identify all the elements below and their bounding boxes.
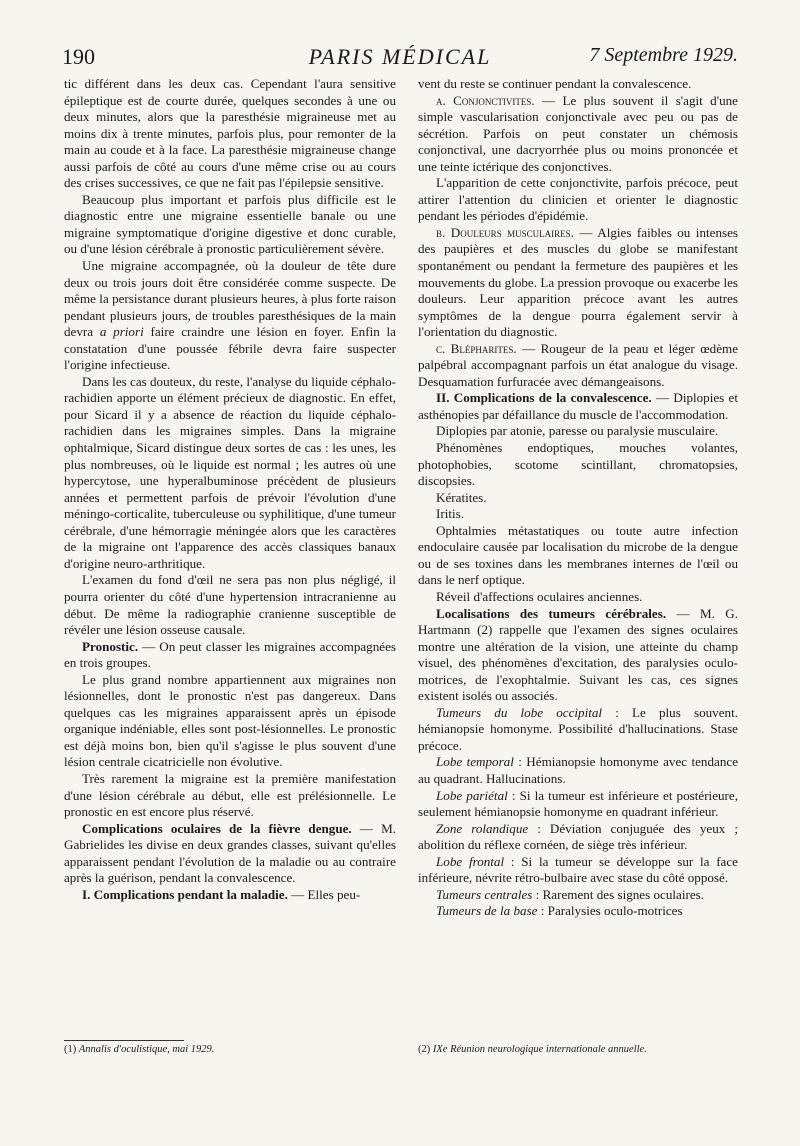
subsection-heading: Tumeurs du lobe occipital: [436, 704, 603, 720]
paragraph: tic différent dans les deux cas. Cependant l'aura sensitive épileptique est de courte durée, quelques secondes à une ou deux minutes, alors que la paresthésie migraineuse met au moins dix à trente minutes, parfois plus, pour remonter de la main au coude et à la face. La paresthésie migraineuse change aussi parfois de côté au cours d'une même crise ou au cours des crises successives, ce que ne fait pas l'épilepsie sensitive.: [64, 76, 396, 191]
paragraph: Complications oculaires de la fièvre dengue. — M. Gabrielides les divise en deux grandes classes, suivant qu'elles apparaissent pendant l'évolution de la maladie ou au contraire après la guérison, pendant la convalescence.: [64, 820, 397, 886]
paragraph: Lobe temporal : Hémianopsie homonyme avec tendance au quadrant. Hallucinations.: [418, 754, 739, 786]
paragraph: Beaucoup plus important et parfois plus difficile est le diagnostic entre une migraine essentielle banale ou une migraine symptomatique d'origine digestive et donc curable, ou d'une lésion cérébrale à pronostic particulièrement sévère.: [64, 191, 396, 257]
issue-date: 7 Septembre 1929.: [589, 44, 738, 66]
paragraph: Réveil d'affections oculaires anciennes.: [436, 588, 643, 604]
footnote-rule: [64, 1040, 184, 1041]
section-heading: Localisations des tumeurs cérébrales.: [436, 605, 667, 621]
paragraph: Zone rolandique : Déviation conjuguée des yeux ; abolition du réflexe cornéen, de siège très inférieur.: [418, 820, 738, 853]
paragraph: Kératites.: [436, 489, 487, 505]
paragraph: L'examen du fond d'œil ne sera pas non plus négligé, il pourra orienter du côté d'une hypertension intracranienne au début. De même la radiographie cranienne susceptible de révéler une lésion osseuse causale.: [64, 572, 396, 638]
right-column: [418, 76, 738, 920]
paragraph: Le plus grand nombre appartiennent aux migraines non lésionnelles, dont le pronostic n'est pas dangereux. Dans quelques cas les migraines apparaissent après un épisode organique indéniable, elles sont post-lésionnelles. Le pronostic est déjà moins bon, bien qu'il s'agisse le plus souvent d'une lésion centrale cicatricielle non évolutive.: [64, 671, 396, 770]
paragraph: L'apparition de cette conjonctivite, parfois précoce, peut attirer l'attention du clinicien et orienter le diagnostic pendant les périodes d'épidémie.: [418, 175, 738, 224]
paragraph: Lobe pariétal : Si la tumeur est inférieure et postérieure, seulement hémianopsie homonyme en quadrant inférieur.: [418, 787, 738, 820]
paragraph: Iritis.: [436, 506, 465, 522]
left-column: [64, 76, 396, 903]
paragraph: Tumeurs centrales : Rarement des signes oculaires.: [436, 886, 705, 902]
paragraph: Lobe frontal : Si la tumeur se développe sur la face inférieure, névrite rétro-bulbaire avec stase du côté opposé.: [418, 853, 738, 886]
subsection-heading: b. Douleurs musculaires.: [436, 224, 574, 240]
paragraph: Très rarement la migraine est la première manifestation d'une lésion cérébrale au début, elle est prélésionnelle. Le pronostic en est encore plus réservé.: [64, 770, 396, 820]
paragraph: II. Complications de la convalescence. — Diplopies et asthénopies par défaillance du muscle de l'accommodation.: [418, 390, 739, 422]
subsection-heading: Zone rolandique: [436, 820, 529, 836]
paragraph: c. Blépharites. — Rougeur de la peau et léger œdème palpébral accompagnant parfois un état analogue du visage. Desquamation furfuracée avec démangeaisons.: [418, 340, 739, 389]
subsection-heading: Lobe temporal: [436, 754, 514, 770]
subsection-heading: a. Conjonctivites.: [436, 92, 535, 108]
footnote-1: (1) Annalis d'oculistique, mai 1929.: [64, 1044, 215, 1055]
subsection-heading: Tumeurs centrales: [436, 886, 533, 902]
paragraph: Tumeurs du lobe occipital : Le plus souvent. hémianopsie homonyme. Possibilité d'hallucinations. Stase précoce.: [418, 704, 738, 753]
page-number: 190: [62, 44, 95, 69]
paragraph: Pronostic. — On peut classer les migraines accompagnées en trois groupes.: [64, 638, 396, 671]
paragraph: I. Complications pendant la maladie. — Elles peu-: [82, 886, 361, 902]
subsection-heading: Lobe frontal: [436, 853, 505, 869]
paragraph: vent du reste se continuer pendant la convalescence.: [418, 76, 692, 91]
page-header: [62, 42, 738, 72]
paragraph: a. Conjonctivites. — Le plus souvent il s'agit d'une simple vascularisation conjonctivale avec peu ou pas de sécrétion. Parfois on peut constater un chémosis conjonctival, une dacryorrhée plus ou moins prononcée et une teinte ictérique des conjonctives.: [418, 92, 738, 174]
section-heading: II. Complications de la convalescence.: [436, 390, 652, 406]
subsection-heading: Tumeurs de la base: [436, 903, 538, 919]
journal-title: PARIS MÉDICAL: [308, 44, 492, 69]
paragraph: Tumeurs de la base : Paralysies oculo-motrices: [436, 903, 683, 919]
paragraph: b. Douleurs musculaires. — Algies faibles ou intenses des paupières et des muscles du globe se manifestant spontanément ou pendant la fermeture des paupières et les mouvements du globe. La pression provoque ou exacerbe les douleurs. Leur apparition précoce avant les autres symptômes de la dengue pourra également servir à l'orientation du diagnostic.: [418, 224, 738, 340]
subsection-heading: c. Blépharites.: [436, 340, 517, 356]
footnote-2: (2) IXe Réunion neurologique internationale annuelle.: [418, 1044, 647, 1055]
paragraph: Diplopies par atonie, paresse ou paralysie musculaire.: [436, 423, 719, 439]
subsection-heading: Lobe pariétal: [436, 787, 508, 803]
paragraph: Localisations des tumeurs cérébrales. — M. G. Hartmann (2) rappelle que l'examen des signes oculaires montre une altération de la vision, une atteinte du champ visuel, des phénomènes d'excitation, des paralysies oculo-motrices, de l'exophtalmie. Suivant les cas, ces signes existent isolés ou associés.: [418, 605, 738, 704]
paragraph: Dans les cas douteux, du reste, l'analyse du liquide céphalo-rachidien apporte un élément précieux de diagnostic. En effet, pour Sicard il y a absence de réaction du liquide céphalo-rachidien dans les migraines simples. Dans la migraine ophtalmique, Sicard distingue deux sortes de cas : les unes, les plus nombreuses, où le liquide est normal ; les autres où une hypercytose, une hyperalbuminose précèdent de plusieurs années et permettent parfois de prévoir l'évolution d'une méningo-corticalite, tuberculeuse ou syphilitique, d'une tumeur cérébrale, d'une hémorragie méningée alors que les caractères de la migraine ont l'apparence des accès classiques banaux d'origine neuro-arthritique.: [64, 373, 396, 571]
section-heading: Pronostic.: [82, 638, 139, 654]
paragraph: Phénomènes endoptiques, mouches volantes, photophobies, scotome scintillant, chromatopsies, discopsies.: [418, 440, 738, 489]
section-heading: Complications oculaires de la fièvre dengue.: [82, 820, 352, 836]
section-heading: I. Complications pendant la maladie.: [82, 886, 288, 902]
paragraph: Ophtalmies métastatiques ou toute autre infection endoculaire causée par localisation du microbe de la dengue ou de ses toxines dans les membranes internes de l'œil ou dans le nerf optique.: [418, 522, 738, 588]
paragraph: Une migraine accompagnée, où la douleur de tête dure deux ou trois jours doit être considérée comme suspecte. De même la persistance durant plusieurs heures, à plus forte raison pendant plusieurs jours, de troubles paresthésiques de la main devra a priori faire craindre une lésion en foyer. Enfin la constatation d'une poussée fébrile devra faire suspecter l'origine infectieuse.: [64, 258, 396, 373]
